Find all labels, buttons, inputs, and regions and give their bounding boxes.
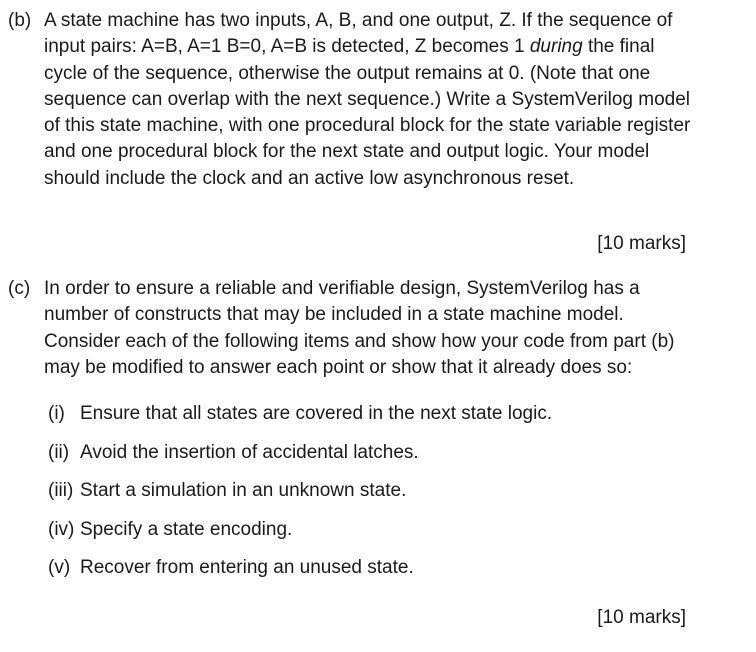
part-b-text bbox=[44, 8, 698, 192]
list-item bbox=[48, 440, 708, 479]
list-item bbox=[48, 555, 708, 594]
part-b-text-before: A state machine has two inputs, A, B, and one output, Z. If the sequence of input pairs: A=B, A=1 B=0, A=B is detected, Z becomes 1 bbox=[44, 10, 673, 58]
item-number: (iii) bbox=[48, 480, 74, 501]
item-text: Recover from entering an unused state. bbox=[80, 557, 414, 578]
part-c-label: (c) bbox=[8, 278, 31, 299]
list-item bbox=[48, 401, 708, 440]
part-b-marks: [10 marks] bbox=[597, 233, 686, 254]
item-number: (ii) bbox=[48, 441, 70, 463]
list-item bbox=[48, 517, 708, 556]
part-b-emphasis: during bbox=[529, 36, 583, 58]
part-b-label: (b) bbox=[8, 10, 32, 31]
part-c-marks: [10 marks] bbox=[597, 607, 686, 628]
question-part-c bbox=[8, 276, 698, 381]
part-c-text: In order to ensure a reliable and verifiable design, SystemVerilog has a number of constructs that may be included in a state machine model. Consider each of the following items and show how your code from part (b) may be modified to answer each point or show that it already does so: bbox=[44, 278, 675, 378]
part-b-text-after: the final cycle of the sequence, otherwise the output remains at 0. (Note that one sequence can overlap with the next sequence.) Write a SystemVerilog model of this state machine, with one procedural block for the state variable register and one procedural block for the next state and output logic. Your model should include the clock and an active low asynchronous reset. bbox=[44, 36, 691, 189]
item-number: (iv) bbox=[48, 518, 75, 540]
item-number: (i) bbox=[48, 403, 65, 424]
part-c-item-list bbox=[48, 401, 708, 594]
item-text: Specify a state encoding. bbox=[80, 518, 293, 540]
item-text: Ensure that all states are covered in the next state logic. bbox=[80, 403, 553, 424]
list-item bbox=[48, 478, 708, 517]
item-number: (v) bbox=[48, 557, 71, 578]
item-text: Start a simulation in an unknown state. bbox=[80, 480, 407, 501]
item-text: Avoid the insertion of accidental latches. bbox=[80, 441, 419, 463]
question-part-b bbox=[8, 8, 698, 192]
